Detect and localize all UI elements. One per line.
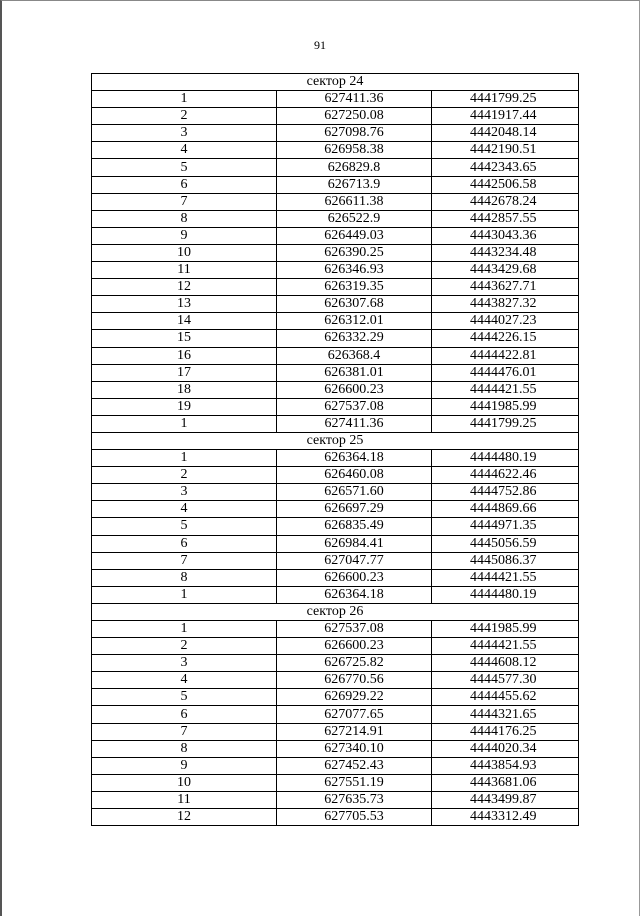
- point-number-cell: 8: [92, 569, 277, 586]
- table-row: [92, 809, 579, 826]
- table-row: [92, 672, 579, 689]
- point-number-cell: 12: [92, 279, 277, 296]
- table-row: [92, 398, 579, 415]
- table-row: [92, 210, 579, 227]
- x-coordinate-cell: 627047.77: [277, 552, 432, 569]
- table-row: [92, 125, 579, 142]
- x-coordinate-cell: 626829.8: [277, 159, 432, 176]
- x-coordinate-cell: 627250.08: [277, 108, 432, 125]
- x-coordinate-cell: 627077.65: [277, 706, 432, 723]
- table-row: [92, 569, 579, 586]
- x-coordinate-cell: 626319.35: [277, 279, 432, 296]
- table-row: [92, 518, 579, 535]
- point-number-cell: 14: [92, 313, 277, 330]
- x-coordinate-cell: 626600.23: [277, 569, 432, 586]
- x-coordinate-cell: 626770.56: [277, 672, 432, 689]
- y-coordinate-cell: 4444421.55: [432, 569, 579, 586]
- point-number-cell: 7: [92, 552, 277, 569]
- point-number-cell: 1: [92, 91, 277, 108]
- table-row: [92, 296, 579, 313]
- point-number-cell: 16: [92, 347, 277, 364]
- point-number-cell: 1: [92, 415, 277, 432]
- y-coordinate-cell: 4441799.25: [432, 415, 579, 432]
- point-number-cell: 1: [92, 586, 277, 603]
- x-coordinate-cell: 626600.23: [277, 381, 432, 398]
- coordinates-table: [91, 73, 579, 826]
- table-row: [92, 706, 579, 723]
- y-coordinate-cell: 4443827.32: [432, 296, 579, 313]
- x-coordinate-cell: 626697.29: [277, 501, 432, 518]
- y-coordinate-cell: 4444020.34: [432, 740, 579, 757]
- x-coordinate-cell: 626929.22: [277, 689, 432, 706]
- x-coordinate-cell: 627452.43: [277, 757, 432, 774]
- table-row: [92, 723, 579, 740]
- x-coordinate-cell: 626984.41: [277, 535, 432, 552]
- y-coordinate-cell: 4444422.81: [432, 347, 579, 364]
- table-row: [92, 586, 579, 603]
- y-coordinate-cell: 4444622.46: [432, 467, 579, 484]
- point-number-cell: 4: [92, 672, 277, 689]
- y-coordinate-cell: 4441985.99: [432, 621, 579, 638]
- y-coordinate-cell: 4444480.19: [432, 586, 579, 603]
- table-row: [92, 279, 579, 296]
- x-coordinate-cell: 627537.08: [277, 621, 432, 638]
- y-coordinate-cell: 4442190.51: [432, 142, 579, 159]
- page-number: 91: [314, 38, 326, 52]
- point-number-cell: 10: [92, 244, 277, 261]
- x-coordinate-cell: 626611.38: [277, 193, 432, 210]
- table-row: [92, 621, 579, 638]
- point-number-cell: 7: [92, 193, 277, 210]
- table-row: [92, 176, 579, 193]
- table-row: [92, 689, 579, 706]
- point-number-cell: 5: [92, 689, 277, 706]
- point-number-cell: 3: [92, 484, 277, 501]
- sector-title: сектор 24: [92, 74, 579, 91]
- x-coordinate-cell: 626958.38: [277, 142, 432, 159]
- y-coordinate-cell: 4444577.30: [432, 672, 579, 689]
- table-row: [92, 467, 579, 484]
- y-coordinate-cell: 4443499.87: [432, 791, 579, 808]
- table-row: [92, 108, 579, 125]
- point-number-cell: 7: [92, 723, 277, 740]
- x-coordinate-cell: 626368.4: [277, 347, 432, 364]
- point-number-cell: 5: [92, 518, 277, 535]
- x-coordinate-cell: 626835.49: [277, 518, 432, 535]
- y-coordinate-cell: 4443234.48: [432, 244, 579, 261]
- x-coordinate-cell: 627705.53: [277, 809, 432, 826]
- y-coordinate-cell: 4443043.36: [432, 227, 579, 244]
- y-coordinate-cell: 4444476.01: [432, 364, 579, 381]
- point-number-cell: 12: [92, 809, 277, 826]
- y-coordinate-cell: 4444480.19: [432, 450, 579, 467]
- table-row: [92, 262, 579, 279]
- table-row: [92, 791, 579, 808]
- x-coordinate-cell: 626449.03: [277, 227, 432, 244]
- x-coordinate-cell: 627340.10: [277, 740, 432, 757]
- table-row: [92, 347, 579, 364]
- point-number-cell: 4: [92, 501, 277, 518]
- table-row: [92, 244, 579, 261]
- point-number-cell: 2: [92, 108, 277, 125]
- point-number-cell: 3: [92, 655, 277, 672]
- y-coordinate-cell: 4444226.15: [432, 330, 579, 347]
- point-number-cell: 18: [92, 381, 277, 398]
- x-coordinate-cell: 627551.19: [277, 774, 432, 791]
- point-number-cell: 9: [92, 757, 277, 774]
- point-number-cell: 6: [92, 706, 277, 723]
- x-coordinate-cell: 627411.36: [277, 91, 432, 108]
- x-coordinate-cell: 627411.36: [277, 415, 432, 432]
- table-row: [92, 638, 579, 655]
- point-number-cell: 1: [92, 450, 277, 467]
- y-coordinate-cell: 4441799.25: [432, 91, 579, 108]
- y-coordinate-cell: 4445086.37: [432, 552, 579, 569]
- point-number-cell: 2: [92, 638, 277, 655]
- table-row: [92, 415, 579, 432]
- sector-title: сектор 25: [92, 432, 579, 449]
- x-coordinate-cell: 627098.76: [277, 125, 432, 142]
- y-coordinate-cell: 4442343.65: [432, 159, 579, 176]
- x-coordinate-cell: 626600.23: [277, 638, 432, 655]
- table-row: [92, 484, 579, 501]
- x-coordinate-cell: 627537.08: [277, 398, 432, 415]
- point-number-cell: 3: [92, 125, 277, 142]
- table-row: [92, 159, 579, 176]
- y-coordinate-cell: 4441917.44: [432, 108, 579, 125]
- y-coordinate-cell: 4443312.49: [432, 809, 579, 826]
- y-coordinate-cell: 4443681.06: [432, 774, 579, 791]
- y-coordinate-cell: 4444421.55: [432, 638, 579, 655]
- x-coordinate-cell: 626364.18: [277, 450, 432, 467]
- table-row: [92, 142, 579, 159]
- x-coordinate-cell: 626713.9: [277, 176, 432, 193]
- point-number-cell: 1: [92, 621, 277, 638]
- point-number-cell: 4: [92, 142, 277, 159]
- table-row: [92, 501, 579, 518]
- point-number-cell: 5: [92, 159, 277, 176]
- x-coordinate-cell: 626381.01: [277, 364, 432, 381]
- table-row: [92, 535, 579, 552]
- y-coordinate-cell: 4444027.23: [432, 313, 579, 330]
- table-row: [92, 313, 579, 330]
- x-coordinate-cell: 626460.08: [277, 467, 432, 484]
- point-number-cell: 9: [92, 227, 277, 244]
- point-number-cell: 11: [92, 791, 277, 808]
- point-number-cell: 8: [92, 210, 277, 227]
- x-coordinate-cell: 627635.73: [277, 791, 432, 808]
- point-number-cell: 15: [92, 330, 277, 347]
- x-coordinate-cell: 626346.93: [277, 262, 432, 279]
- point-number-cell: 13: [92, 296, 277, 313]
- table-row: [92, 450, 579, 467]
- y-coordinate-cell: 4444421.55: [432, 381, 579, 398]
- point-number-cell: 2: [92, 467, 277, 484]
- table-row: [92, 552, 579, 569]
- y-coordinate-cell: 4442678.24: [432, 193, 579, 210]
- y-coordinate-cell: 4442048.14: [432, 125, 579, 142]
- table-row: [92, 757, 579, 774]
- x-coordinate-cell: 626364.18: [277, 586, 432, 603]
- y-coordinate-cell: 4443429.68: [432, 262, 579, 279]
- y-coordinate-cell: 4444971.35: [432, 518, 579, 535]
- x-coordinate-cell: 626312.01: [277, 313, 432, 330]
- y-coordinate-cell: 4445056.59: [432, 535, 579, 552]
- y-coordinate-cell: 4444176.25: [432, 723, 579, 740]
- coordinates-table-body: [92, 74, 579, 826]
- x-coordinate-cell: 626332.29: [277, 330, 432, 347]
- y-coordinate-cell: 4443627.71: [432, 279, 579, 296]
- table-row: [92, 193, 579, 210]
- table-row: [92, 774, 579, 791]
- y-coordinate-cell: 4444321.65: [432, 706, 579, 723]
- table-row: [92, 381, 579, 398]
- table-row: [92, 91, 579, 108]
- point-number-cell: 10: [92, 774, 277, 791]
- y-coordinate-cell: 4444608.12: [432, 655, 579, 672]
- sector-header-row: [92, 432, 579, 449]
- point-number-cell: 6: [92, 535, 277, 552]
- sector-header-row: [92, 74, 579, 91]
- point-number-cell: 8: [92, 740, 277, 757]
- table-row: [92, 227, 579, 244]
- sector-title: сектор 26: [92, 603, 579, 620]
- table-row: [92, 364, 579, 381]
- y-coordinate-cell: 4442857.55: [432, 210, 579, 227]
- x-coordinate-cell: 626390.25: [277, 244, 432, 261]
- x-coordinate-cell: 627214.91: [277, 723, 432, 740]
- y-coordinate-cell: 4444869.66: [432, 501, 579, 518]
- y-coordinate-cell: 4444752.86: [432, 484, 579, 501]
- x-coordinate-cell: 626571.60: [277, 484, 432, 501]
- x-coordinate-cell: 626522.9: [277, 210, 432, 227]
- x-coordinate-cell: 626725.82: [277, 655, 432, 672]
- table-row: [92, 655, 579, 672]
- y-coordinate-cell: 4443854.93: [432, 757, 579, 774]
- y-coordinate-cell: 4441985.99: [432, 398, 579, 415]
- table-row: [92, 740, 579, 757]
- y-coordinate-cell: 4442506.58: [432, 176, 579, 193]
- point-number-cell: 17: [92, 364, 277, 381]
- point-number-cell: 6: [92, 176, 277, 193]
- point-number-cell: 19: [92, 398, 277, 415]
- x-coordinate-cell: 626307.68: [277, 296, 432, 313]
- sector-header-row: [92, 603, 579, 620]
- point-number-cell: 11: [92, 262, 277, 279]
- table-row: [92, 330, 579, 347]
- y-coordinate-cell: 4444455.62: [432, 689, 579, 706]
